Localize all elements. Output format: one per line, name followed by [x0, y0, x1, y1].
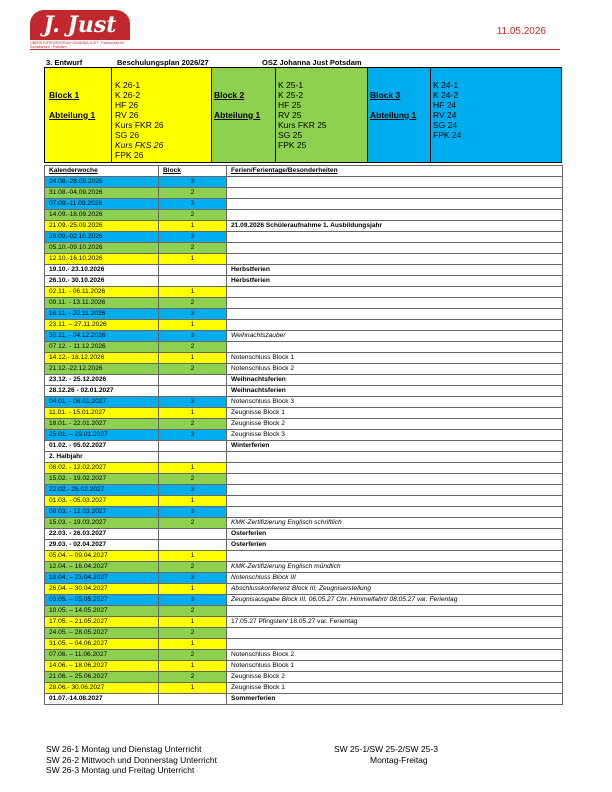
table-row [45, 419, 563, 430]
week-cell: 28.09.-02.10.2026 [45, 232, 159, 243]
header-divider [30, 49, 560, 50]
course-item: RV 24 [433, 110, 457, 120]
week-cell: 01.02. - 05.02.2027 [45, 441, 159, 452]
table-row [45, 672, 563, 683]
table-row [45, 452, 563, 463]
header-block: Block [159, 166, 227, 177]
block-cell: 2 [159, 243, 227, 254]
note-cell: 17.05.27 Pfingsten/ 18.05.27 var. Ferientag [227, 617, 563, 628]
block2-label-cell [211, 68, 275, 162]
table-row [45, 584, 563, 595]
week-cell: 28.12.26 - 02.01.2027 [45, 386, 159, 397]
block3-label-cell [367, 68, 430, 162]
block2-courses-cell [275, 68, 367, 162]
table-row [45, 221, 563, 232]
note-cell: Sommerferien [227, 694, 563, 705]
note-cell: Weihnachtsferien [227, 375, 563, 386]
table-row [45, 463, 563, 474]
week-cell: 29.03. - 02.04.2027 [45, 540, 159, 551]
block-cell: 2 [159, 298, 227, 309]
table-row [45, 518, 563, 529]
course-item: K 26-2 [115, 90, 141, 100]
week-cell: 22.02.- 26.02.2027 [45, 485, 159, 496]
week-cell: 12.10.-16.10.2026 [45, 254, 159, 265]
week-cell: 16.11. - 20.11.2026 [45, 309, 159, 320]
week-cell: 2. Halbjahr [45, 452, 159, 463]
week-cell: 17.05. – 21.05.2027 [45, 617, 159, 628]
course-item: SG 25 [278, 130, 303, 140]
block-cell: 1 [159, 551, 227, 562]
week-cell: 07.12. - 11.12.2026 [45, 342, 159, 353]
week-cell: 19.04. – 23.04.2027 [45, 573, 159, 584]
table-row [45, 441, 563, 452]
note-cell [227, 232, 563, 243]
table-row [45, 298, 563, 309]
note-cell [227, 474, 563, 485]
block-cell: 2 [159, 210, 227, 221]
note-cell [227, 463, 563, 474]
week-cell: 26.04. – 30.04.2027 [45, 584, 159, 595]
course-item: HF 24 [433, 100, 457, 110]
week-cell: 02.11. - 06.11.2026 [45, 287, 159, 298]
week-cell: 28.06.- 30.06.2027 [45, 683, 159, 694]
table-row [45, 595, 563, 606]
note-cell: Notenschluss Block 2 [227, 650, 563, 661]
block-cell: 3 [159, 177, 227, 188]
block3-course-list [433, 80, 461, 140]
week-cell: 07.09.-11.09.2026 [45, 199, 159, 210]
header-week: Kalenderwoche [45, 166, 159, 177]
course-item: Kurs FKR 25 [278, 120, 327, 130]
course-item: SG 24 [433, 120, 458, 130]
note-cell: Osterferien [227, 529, 563, 540]
plan-title: Beschulungsplan 2026/27 [117, 58, 209, 67]
block-cell [159, 386, 227, 397]
table-row [45, 364, 563, 375]
note-cell [227, 298, 563, 309]
footer-left-line: SW 26-3 Montag und Freitag Unterricht [46, 765, 195, 775]
table-row [45, 210, 563, 221]
note-cell [227, 287, 563, 298]
note-cell [227, 309, 563, 320]
week-cell: 03.05. – 05.05.2027 [45, 595, 159, 606]
block-cell: 2 [159, 474, 227, 485]
note-cell: 21.09.2026 Schüleraufnahme 1. Ausbildungsjahr [227, 221, 563, 232]
note-cell: Zeugnisse Block 1 [227, 408, 563, 419]
table-row [45, 232, 563, 243]
note-cell: KMK-Zertifizierung Englisch mündlich [227, 562, 563, 573]
table-row [45, 694, 563, 705]
note-cell [227, 210, 563, 221]
course-item: K 26-1 [115, 80, 141, 90]
note-cell: Weihnachtszauber [227, 331, 563, 342]
block-cell: 1 [159, 320, 227, 331]
week-cell: 30.11. - 04.12.2026 [45, 331, 159, 342]
week-cell: 23.12. - 25.12.2026 [45, 375, 159, 386]
block3-label: Block 3 [370, 90, 401, 100]
block1-course-list [115, 80, 164, 160]
block-cell: 2 [159, 672, 227, 683]
block-cell: 1 [159, 683, 227, 694]
course-item: RV 25 [278, 110, 302, 120]
week-cell: 25.01. – 29.01.2027 [45, 430, 159, 441]
block-cell: 2 [159, 188, 227, 199]
note-cell: Notenschluss Block 1 [227, 661, 563, 672]
note-cell [227, 199, 563, 210]
week-cell: 19.10.- 23.10.2026 [45, 265, 159, 276]
block-cell: 1 [159, 463, 227, 474]
table-row [45, 397, 563, 408]
note-cell: Herbstferien [227, 276, 563, 287]
table-row [45, 551, 563, 562]
school-name: OSZ Johanna Just Potsdam [262, 58, 362, 67]
block-cell: 2 [159, 562, 227, 573]
block-cell: 3 [159, 507, 227, 518]
footer-right [334, 744, 438, 765]
table-row [45, 265, 563, 276]
block-cell: 1 [159, 287, 227, 298]
table-row [45, 353, 563, 364]
block3-courses-cell [430, 68, 561, 162]
week-cell: 01.07.-14.08.2027 [45, 694, 159, 705]
table-row [45, 507, 563, 518]
table-row [45, 188, 563, 199]
table-row [45, 562, 563, 573]
table-row [45, 309, 563, 320]
block-cell [159, 529, 227, 540]
table-row [45, 276, 563, 287]
table-row [45, 386, 563, 397]
course-item: K 25-2 [278, 90, 304, 100]
week-cell: 15.03. - 19.03.2027 [45, 518, 159, 529]
block-cell: 2 [159, 518, 227, 529]
table-row [45, 617, 563, 628]
week-cell: 15.02. - 19.02.2027 [45, 474, 159, 485]
table-header-row [45, 166, 563, 177]
table-row [45, 177, 563, 188]
table-row [45, 474, 563, 485]
week-cell: 10.05. – 14.05.2027 [45, 606, 159, 617]
week-cell: 05.10.-09.10.2026 [45, 243, 159, 254]
note-cell: Abschlusskonferenz Block III, Zeugniserstellung [227, 584, 563, 595]
note-cell: Notenschluss Block 2 [227, 364, 563, 375]
block-cell: 2 [159, 419, 227, 430]
table-row [45, 606, 563, 617]
block-cell: 2 [159, 606, 227, 617]
block-cell: 1 [159, 661, 227, 672]
table-row [45, 573, 563, 584]
table-row [45, 529, 563, 540]
block-cell: 1 [159, 584, 227, 595]
footer-left-line: SW 26-2 Mittwoch und Donnerstag Unterricht [46, 754, 218, 765]
schedule-table [44, 165, 563, 705]
week-cell: 24.05. – 28.05.2027 [45, 628, 159, 639]
note-cell [227, 177, 563, 188]
header-notes: Ferien/Ferientage/Besonderheiten [227, 166, 563, 177]
course-item: FPK 25 [278, 140, 307, 150]
block1-label: Block 1 [49, 90, 80, 100]
table-row [45, 331, 563, 342]
block2-course-list [278, 80, 327, 150]
table-row [45, 540, 563, 551]
course-item: HF 26 [115, 100, 139, 110]
week-cell: 07.06. – 11.06.2027 [45, 650, 159, 661]
table-row [45, 683, 563, 694]
block-cell: 2 [159, 342, 227, 353]
block-cell: 3 [159, 199, 227, 210]
block-cell: 3 [159, 595, 227, 606]
week-cell: 04.01. - 08.01.2027 [45, 397, 159, 408]
block-cell: 1 [159, 639, 227, 650]
block-cell: 3 [159, 397, 227, 408]
footer-left [46, 744, 217, 776]
block-cell: 2 [159, 650, 227, 661]
block2-label: Block 2 [214, 90, 245, 100]
table-row [45, 430, 563, 441]
table-row [45, 287, 563, 298]
note-cell: Notenschluss Block III [227, 573, 563, 584]
block1-dept: Abteilung 1 [49, 110, 96, 120]
course-item: K 24-1 [433, 80, 459, 90]
block1-courses-cell [111, 68, 211, 162]
note-cell [227, 254, 563, 265]
week-cell: 21.06. – 25.06.2027 [45, 672, 159, 683]
school-logo [30, 10, 130, 48]
note-cell [227, 243, 563, 254]
block-cell [159, 540, 227, 551]
block-cell: 1 [159, 221, 227, 232]
course-item: FPK 26 [115, 150, 144, 160]
note-cell [227, 628, 563, 639]
note-cell: KMK-Zertifizierung Englisch schriftlich [227, 518, 563, 529]
note-cell: Zeugnisse Block 2 [227, 419, 563, 430]
block-cell: 2 [159, 364, 227, 375]
note-cell [227, 320, 563, 331]
note-cell: Notenschluss Block 1 [227, 353, 563, 364]
note-cell: Notenschluss Block 3 [227, 397, 563, 408]
block-cell [159, 375, 227, 386]
note-cell [227, 551, 563, 562]
draft-label: 3. Entwurf [46, 58, 83, 67]
note-cell [227, 485, 563, 496]
note-cell [227, 342, 563, 353]
note-cell [227, 606, 563, 617]
note-cell: Osterferien [227, 540, 563, 551]
table-row [45, 628, 563, 639]
table-row [45, 485, 563, 496]
block-cell [159, 694, 227, 705]
note-cell [227, 452, 563, 463]
block-cell: 1 [159, 496, 227, 507]
block-cell: 2 [159, 628, 227, 639]
note-cell: Weihnachtsferien [227, 386, 563, 397]
table-row [45, 408, 563, 419]
week-cell: 14.12.- 18.12.2026 [45, 353, 159, 364]
note-cell [227, 188, 563, 199]
block-cell [159, 441, 227, 452]
block2-dept: Abteilung 1 [214, 110, 261, 120]
logo-subtitle: OBERSTUFENZENTRUM JOHANNA JUST · Fachschule für Sozialwesen · Potsdam [30, 41, 125, 49]
week-cell: 21.12.-22.12.2026 [45, 364, 159, 375]
week-cell: 18.01. - 22.01.2027 [45, 419, 159, 430]
block-cell: 3 [159, 485, 227, 496]
course-item: RV 26 [115, 110, 139, 120]
table-row [45, 243, 563, 254]
block-cell: 1 [159, 254, 227, 265]
note-cell: Zeugnisse Block 1 [227, 683, 563, 694]
block1-label-cell [45, 68, 111, 162]
week-cell: 14.09.-18.09.2026 [45, 210, 159, 221]
table-row [45, 496, 563, 507]
table-row [45, 639, 563, 650]
block3-dept: Abteilung 1 [370, 110, 417, 120]
table-row [45, 342, 563, 353]
footer-right-line: SW 25-1/SW 25-2/SW 25-3 [334, 744, 438, 754]
block-cell: 3 [159, 309, 227, 320]
note-cell: Herbstferien [227, 265, 563, 276]
logo-wordmark: J. Just [30, 10, 130, 40]
note-cell [227, 496, 563, 507]
table-row [45, 661, 563, 672]
note-cell [227, 639, 563, 650]
week-cell: 31.05. – 04.06.2027 [45, 639, 159, 650]
week-cell: 23.11. – 27.11.2026 [45, 320, 159, 331]
week-cell: 11.01. - 15.01.2027 [45, 408, 159, 419]
week-cell: 26.10.- 30.10.2026 [45, 276, 159, 287]
week-cell: 24.08.-28.08.2026 [45, 177, 159, 188]
block-cell: 3 [159, 232, 227, 243]
course-item: Kurs FKS 26 [115, 140, 164, 150]
footer-right-line: Montag-Freitag [370, 754, 428, 765]
note-cell: Winterferien [227, 441, 563, 452]
block-cell [159, 265, 227, 276]
week-cell: 14.06. – 18.06.2027 [45, 661, 159, 672]
week-cell: 01.03. - 05.03.2027 [45, 496, 159, 507]
week-cell: 31.08.-04.09.2026 [45, 188, 159, 199]
block-cell: 3 [159, 331, 227, 342]
course-item: SG 26 [115, 130, 140, 140]
note-cell: Zeugnisse Block 2 [227, 672, 563, 683]
block-cell: 3 [159, 430, 227, 441]
note-cell: Zeugnisausgabe Block III, 06.05.27 Chr. Himmelfahrt/ 08.05.27 var. Ferientag [227, 595, 563, 606]
course-item: Kurs FKR 26 [115, 120, 164, 130]
block-cell: 1 [159, 353, 227, 364]
table-row [45, 650, 563, 661]
block-cell: 3 [159, 573, 227, 584]
block-cell: 1 [159, 408, 227, 419]
note-cell: Zeugnisse Block 3 [227, 430, 563, 441]
table-row [45, 320, 563, 331]
table-row [45, 254, 563, 265]
week-cell: 21.09.-25.09.2026 [45, 221, 159, 232]
course-item: HF 25 [278, 100, 302, 110]
table-row [45, 199, 563, 210]
block-cell [159, 276, 227, 287]
note-cell [227, 507, 563, 518]
footer-left-line: SW 26-1 Montag und Dienstag Unterricht [46, 744, 202, 754]
blocks-overview [44, 67, 562, 163]
week-cell: 08.03. - 12.03.2027 [45, 507, 159, 518]
course-item: K 25-1 [278, 80, 304, 90]
block-cell: 1 [159, 617, 227, 628]
week-cell: 08.02. - 12.02.2027 [45, 463, 159, 474]
block-cell [159, 452, 227, 463]
week-cell: 05.04. – 09.04.2027 [45, 551, 159, 562]
table-row [45, 375, 563, 386]
course-item: K 24-2 [433, 90, 459, 100]
week-cell: 12.04. – 16.04.2027 [45, 562, 159, 573]
week-cell: 09.11. - 13.11.2026 [45, 298, 159, 309]
course-item: FPK 24 [433, 130, 462, 140]
week-cell: 22.03. - 26.03.2027 [45, 529, 159, 540]
document-date: 11.05.2026 [496, 26, 546, 37]
